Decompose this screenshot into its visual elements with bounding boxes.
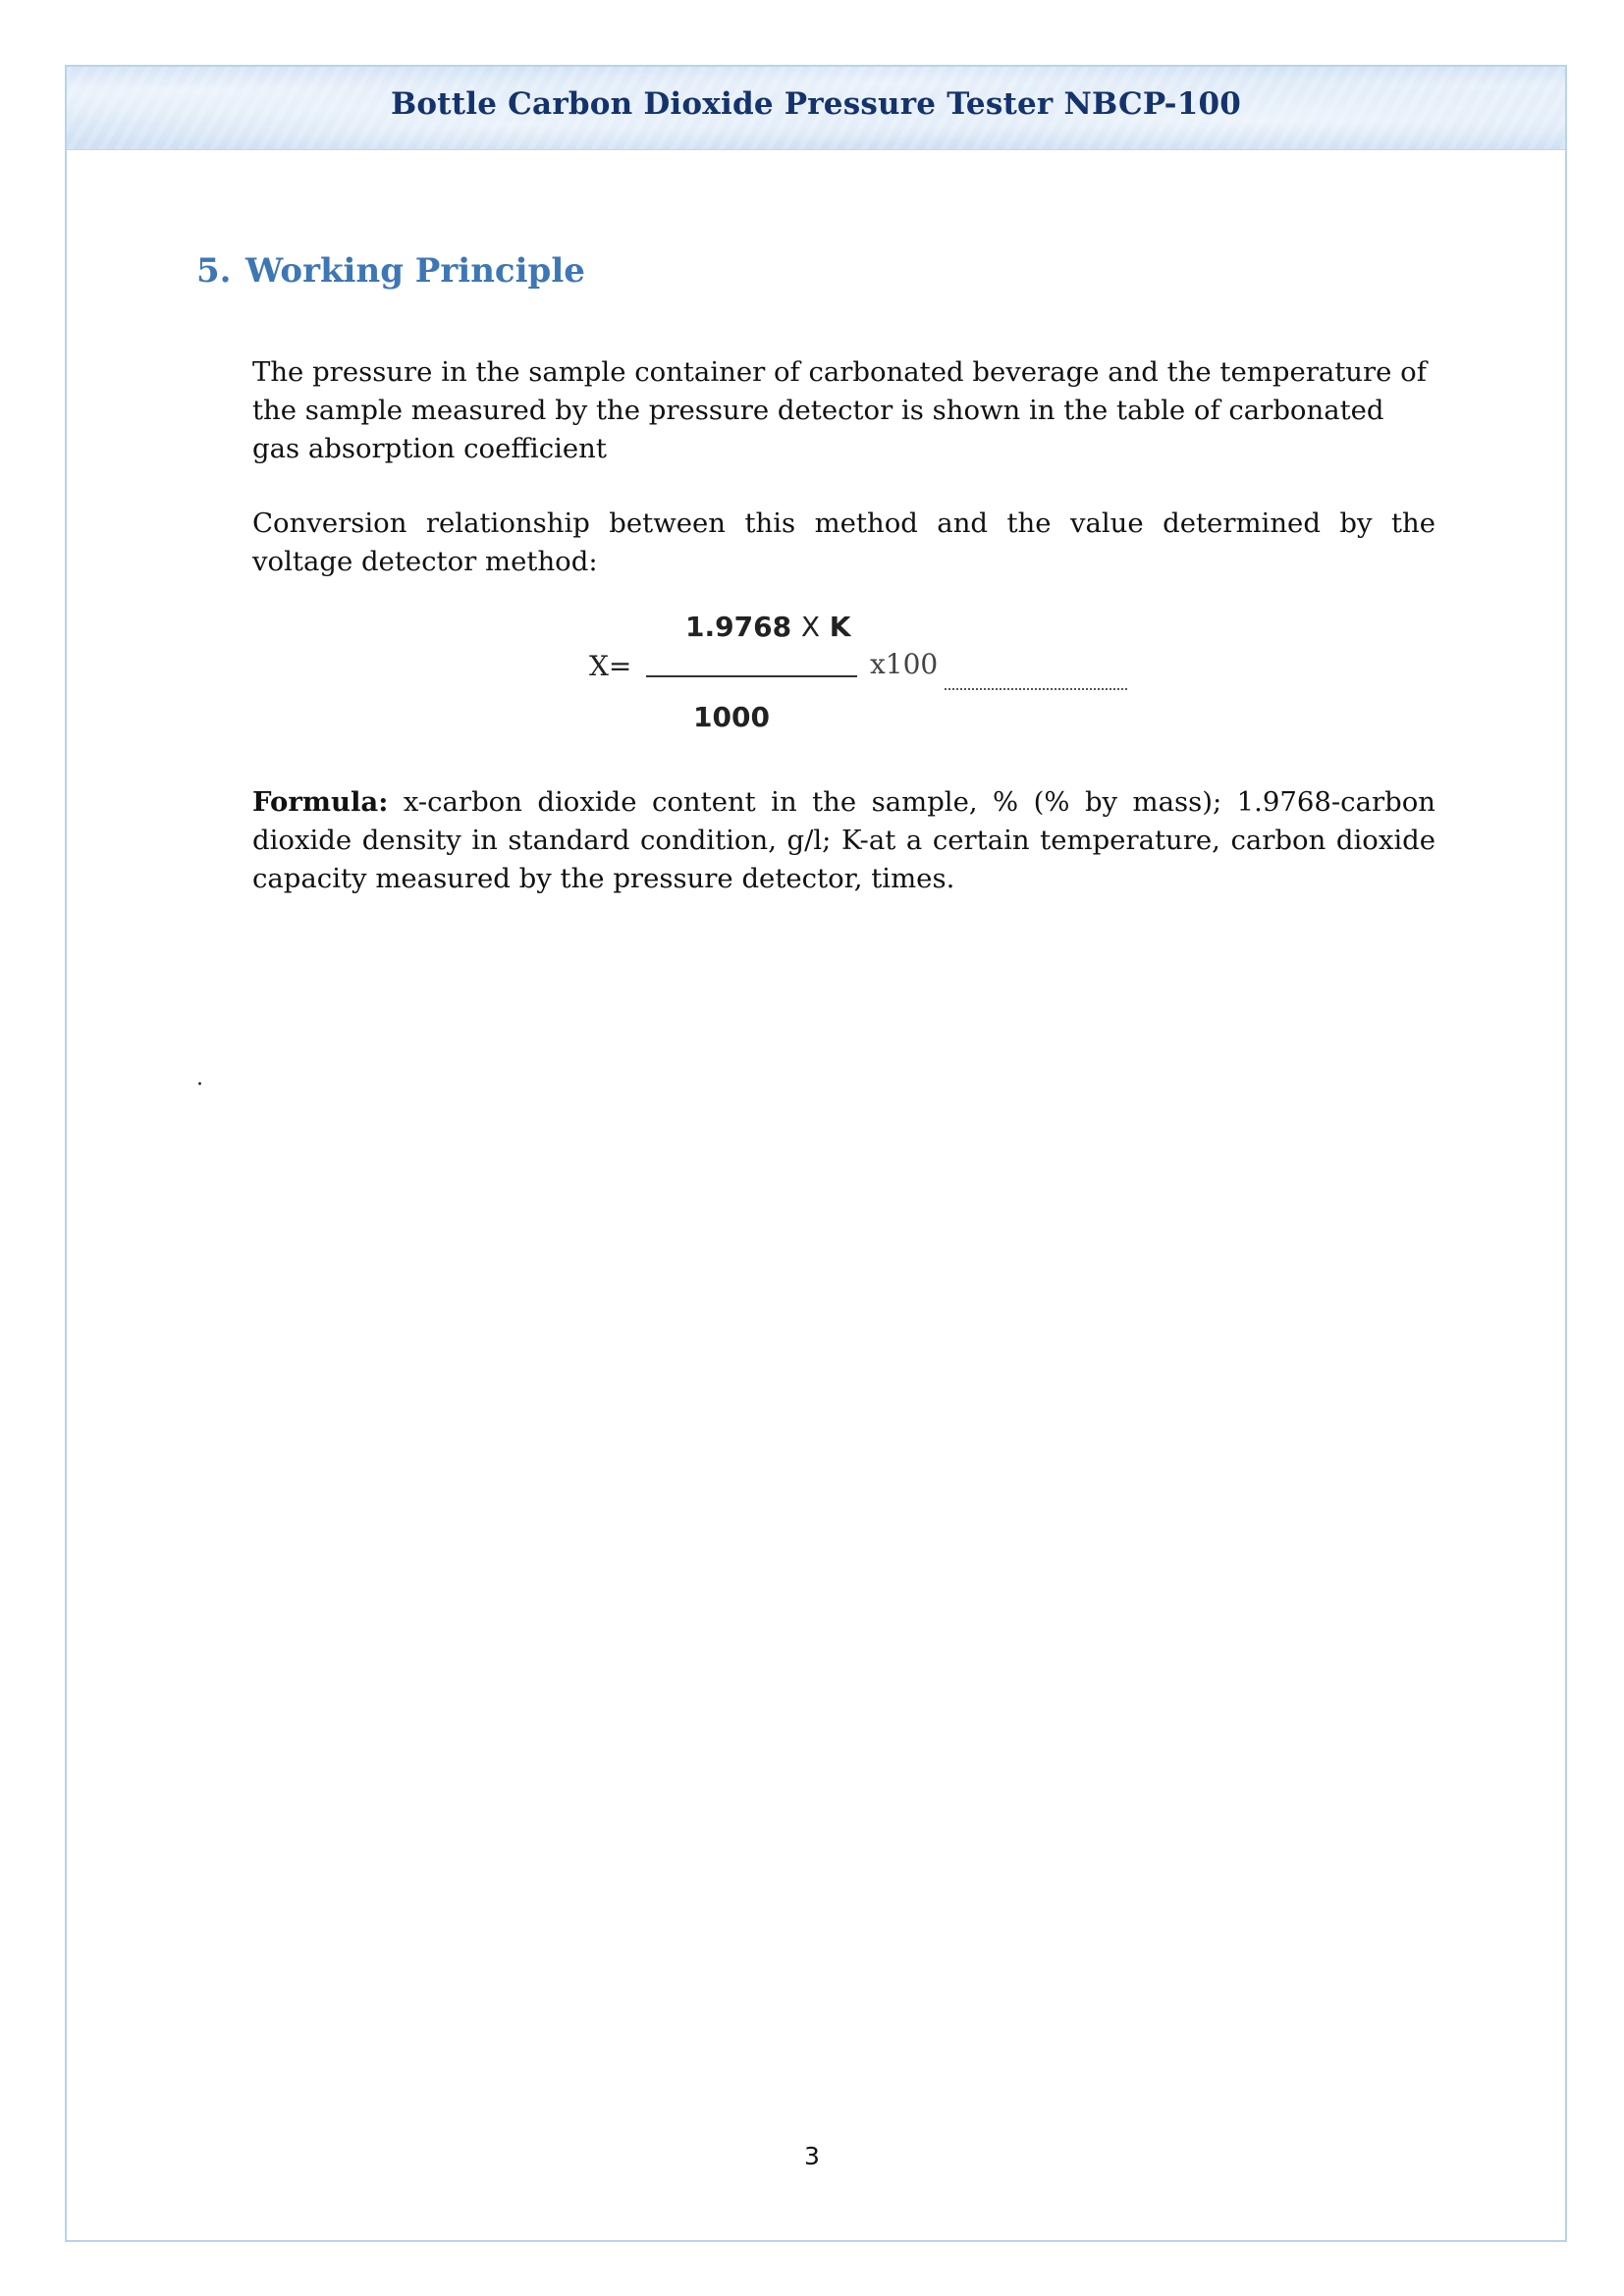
formula-numerator [685, 611, 850, 643]
section-number: 5. [196, 251, 232, 291]
formula-denominator: 1000 [693, 701, 770, 733]
numerator-operator: X [800, 611, 820, 643]
page-number: 3 [804, 2142, 820, 2170]
fraction-bar [646, 675, 857, 677]
page-header [67, 67, 1565, 150]
section-title: Working Principle [245, 251, 585, 291]
formula-image [587, 603, 1137, 750]
section-heading [196, 251, 585, 291]
document-title: Bottle Carbon Dioxide Pressure Tester NBCP-100 [390, 86, 1242, 122]
conversion-paragraph: Conversion relationship between this method and the value determined by the voltage detector method: [252, 507, 1435, 577]
stray-mark: . [196, 1066, 203, 1091]
dotted-rule [945, 688, 1127, 690]
numerator-variable: K [829, 611, 851, 643]
formula-lhs: X= [589, 650, 632, 682]
formula-text: x-carbon dioxide content in the sample, % (% by mass); 1.9768-carbon dioxide density in standard condition, g/l; K-at a certain temperature, carbon dioxide capacity measured by the pressure detector, times. [252, 786, 1435, 894]
formula-multiplier: x100 [870, 648, 939, 680]
intro-paragraph: The pressure in the sample container of carbonated beverage and the temperature of the sample measured by the pressure detector is shown in the table of carbonated gas absorption coefficient [252, 356, 1427, 464]
formula-description [252, 783, 1435, 898]
formula-label: Formula: [252, 786, 389, 818]
numerator-value: 1.9768 [685, 611, 792, 643]
